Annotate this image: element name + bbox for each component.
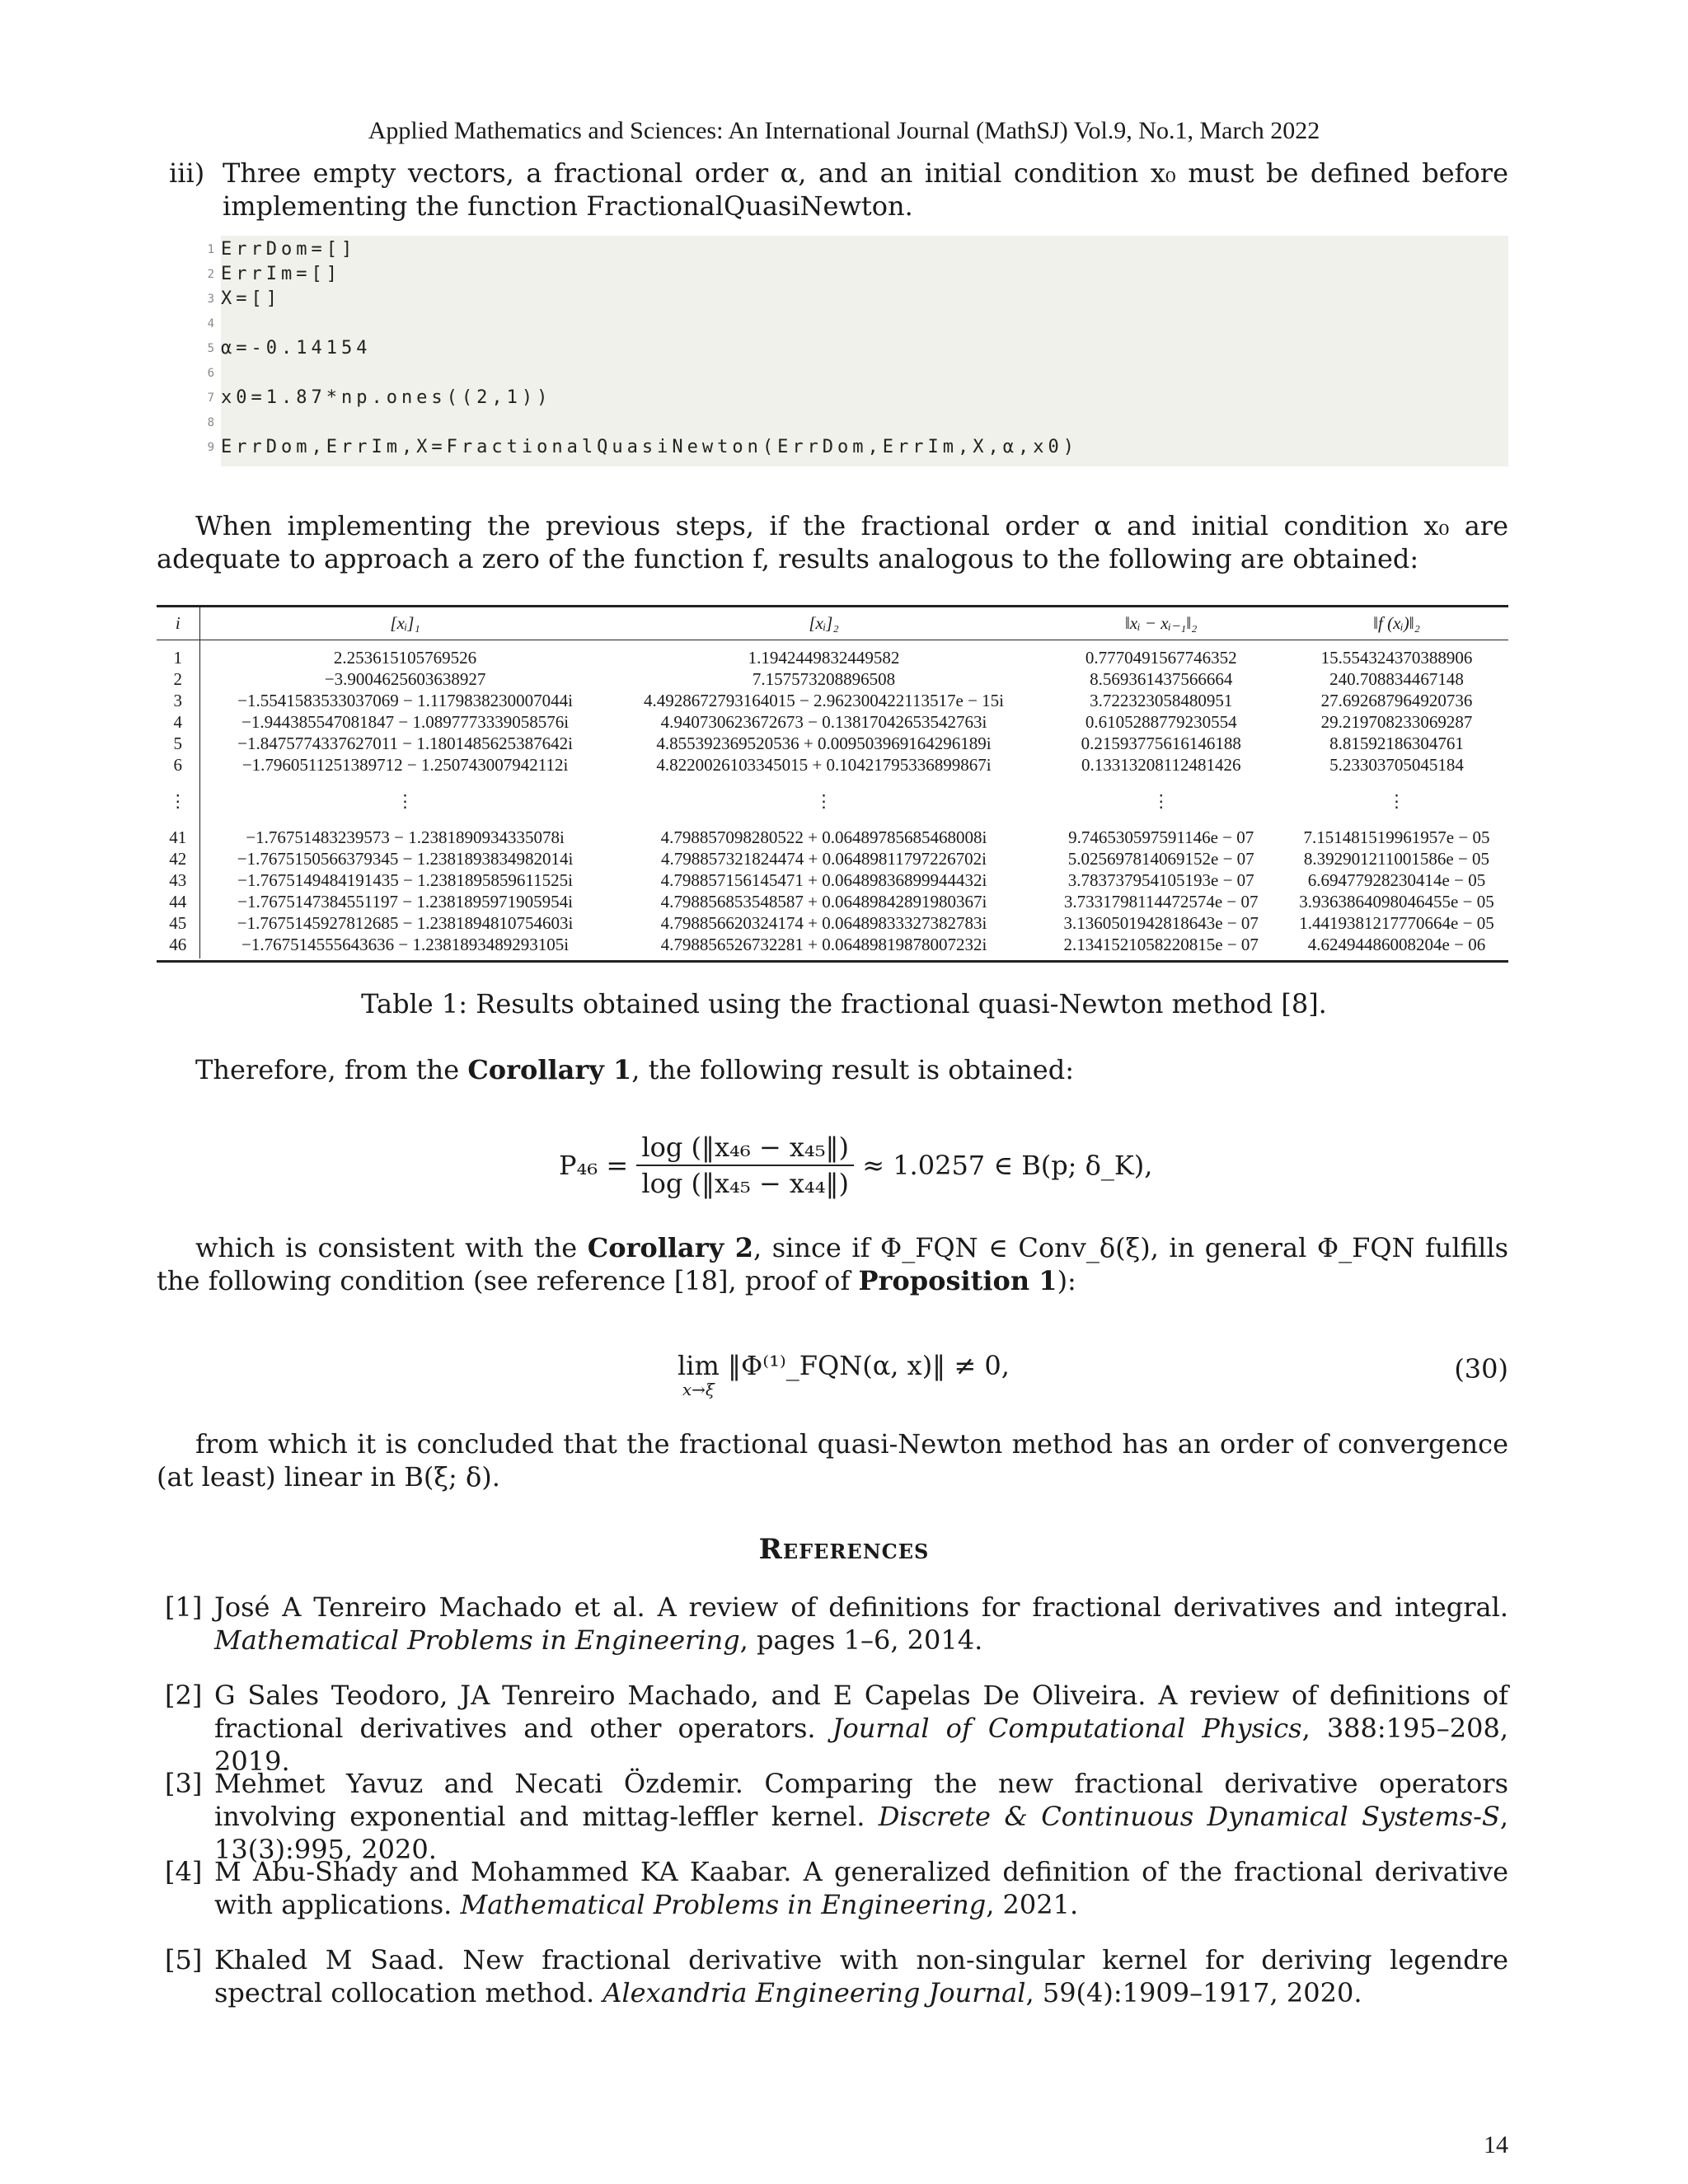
table-row	[157, 754, 1508, 776]
code-text: ErrDom=[]	[221, 239, 357, 260]
reference-item	[165, 1591, 1508, 1657]
table-header-row	[157, 607, 1508, 640]
table-row	[157, 827, 1508, 848]
code-text: x0=1.87*np.ones((2,1))	[221, 387, 552, 408]
bold-run: Corollary 1	[467, 1054, 632, 1085]
reference-text: José A Tenreiro Machado et al. A review of definitions for fractional derivatives and integral.	[214, 1591, 1508, 1623]
table-cell: 4.8220026103345015 + 0.10421795336899867i	[656, 755, 992, 775]
eq-fraction	[636, 1132, 854, 1199]
col-header-x2: [xᵢ]₂	[611, 607, 1038, 640]
table-cell-index: 46	[157, 934, 199, 958]
table-cell: 0.6105288779230554	[1085, 712, 1237, 732]
table-cell-index: 41	[157, 827, 199, 848]
reference-text: Mehmet Yavuz and Necati Özdemir. Comparing the new fractional derivative operators involving exponential and mittag-leffler kernel.	[214, 1768, 1508, 1832]
text-run: ):	[1057, 1265, 1076, 1296]
eq-lim: lim	[678, 1350, 720, 1381]
code-line	[207, 287, 1508, 312]
table-cell-index: 3	[157, 690, 199, 711]
table-cell: 3.7331798114472574e − 07	[1063, 892, 1259, 912]
table-cell: −1.944385547081847 − 1.0897773339058576i	[241, 712, 570, 732]
line-number: 4	[207, 317, 214, 330]
table-cell: −3.9004625603638927	[324, 669, 486, 689]
table-cell: 29.219708233069287	[1320, 712, 1473, 732]
code-line	[207, 336, 1508, 361]
table-cell: −1.767514555643636 − 1.2381893489293105i	[241, 935, 570, 954]
table-cell: 0.7770491567746352	[1085, 648, 1237, 668]
col-header-f-norm: ‖f (xᵢ)‖₂	[1285, 607, 1508, 640]
paragraph-corollary-1	[157, 1053, 1508, 1086]
list-item-text: Three empty vectors, a fractional order α, and an initial condition x₀ must be defined before implementing the function FractionalQuasiNewton.	[223, 157, 1508, 222]
eq-body: ‖Φ⁽¹⁾_FQN(α, x)‖ ≠ 0,	[727, 1350, 1010, 1381]
table-cell: 27.692687964920736	[1320, 691, 1473, 710]
table-cell: 3.783737954105193e − 07	[1067, 870, 1254, 890]
table-cell: ⋮	[1152, 791, 1170, 811]
reference-journal: Mathematical Problems in Engineering	[460, 1889, 987, 1920]
table-cell: 3.722323058480951	[1090, 691, 1233, 710]
reference-body	[214, 1767, 1508, 1866]
reference-tail: , 13(3):995, 2020.	[214, 1801, 1508, 1865]
table-cell: −1.7675145927812685 − 1.2381894810754603i	[237, 913, 574, 933]
code-text: ErrIm=[]	[221, 264, 341, 284]
reference-text: Khaled M Saad. New fractional derivative with non-singular kernel for deriving legendre spectral collocation method.	[214, 1944, 1508, 2008]
paragraph-corollary-2	[157, 1231, 1508, 1297]
table-bottom-rule	[157, 960, 1508, 963]
code-line	[207, 435, 1508, 460]
table-cell-index: 44	[157, 891, 199, 912]
table-row	[157, 640, 1508, 669]
table-cell-index: 6	[157, 754, 199, 776]
table-cell: 8.569361437566664	[1090, 669, 1233, 689]
table-cell: ⋮	[396, 791, 415, 811]
table-cell: 9.746530597591146e − 07	[1068, 827, 1254, 847]
text-run: , since if Φ_FQN ∈ Conv_δ(ξ), in general Φ_FQN fulfills the following condition (see reference [18], proof of	[157, 1232, 1508, 1296]
table-cell: 4.62494486008204e − 06	[1307, 935, 1486, 954]
line-number: 3	[207, 293, 214, 306]
equation-number: (30)	[1454, 1353, 1508, 1385]
table-cell: −1.7960511251389712 − 1.250743007942112i	[241, 755, 569, 775]
eq-lhs: P₄₆ =	[559, 1150, 629, 1181]
equation-30	[678, 1350, 1010, 1398]
table-cell: 6.69477928230414e − 05	[1307, 870, 1486, 890]
reference-journal: Mathematical Problems in Engineering	[214, 1624, 740, 1656]
eq-limit	[678, 1350, 720, 1398]
code-line	[207, 361, 1508, 386]
list-item-iii	[169, 157, 1508, 223]
bold-run: Proposition 1	[858, 1265, 1057, 1296]
running-header: Applied Mathematics and Sciences: An International Journal (MathSJ) Vol.9, No.1, March 2022	[368, 117, 1320, 144]
eq-lim-sub: x→ξ	[682, 1380, 715, 1399]
table-cell: 4.798857156145471 + 0.06489836899944432i	[660, 870, 987, 890]
table-row	[157, 891, 1508, 912]
reference-body	[214, 1855, 1508, 1921]
table-cell: −1.5541583533037069 − 1.1179838230007044i	[237, 691, 573, 710]
reference-number: [5]	[165, 1944, 203, 1975]
table-cell: −1.8475774337627011 − 1.1801485625387642i	[237, 733, 573, 753]
reference-item	[165, 1679, 1508, 1778]
table-cell: 3.1360501942818643e − 07	[1063, 913, 1259, 933]
table-cell: 4.940730623672673 − 0.13817042653542763i	[660, 712, 987, 732]
table-row	[157, 869, 1508, 891]
table-row	[157, 690, 1508, 711]
table-cell: 0.13313208112481426	[1081, 755, 1241, 775]
eq-denominator: log (‖x₄₅ − x₄₄‖)	[641, 1168, 850, 1199]
reference-tail: , 59(4):1909–1917, 2020.	[1025, 1977, 1362, 2008]
table-cell: 240.708834467148	[1329, 669, 1464, 689]
table-cell: 7.157573208896508	[752, 669, 896, 689]
line-number: 1	[207, 243, 214, 256]
table-cell-index: 2	[157, 668, 199, 690]
reference-item	[165, 1855, 1508, 1921]
text-run: Therefore, from the	[195, 1054, 468, 1085]
table-cell: 3.9363864098046455e − 05	[1299, 892, 1494, 912]
reference-number: [1]	[165, 1591, 203, 1623]
table-cell: 0.21593775616146188	[1081, 733, 1241, 753]
table-cell: 4.855392369520536 + 0.009503969164296189i	[656, 733, 992, 753]
table-cell: 1.4419381217770664e − 05	[1299, 913, 1494, 933]
reference-number: [4]	[165, 1856, 203, 1887]
code-line	[207, 410, 1508, 435]
table-cell-index: 45	[157, 912, 199, 934]
page-number: 14	[1484, 2131, 1508, 2158]
table-cell-index: 43	[157, 869, 199, 891]
table-cell: 4.798856620324174 + 0.06489833327382783i	[660, 913, 987, 933]
paragraph-results-intro: When implementing the previous steps, if the fractional order α and initial condition x₀ are adequate to approach a zero of the function f, results analogous to the following are obtained:	[157, 510, 1508, 574]
reference-tail: , 388:195–208, 2019.	[214, 1713, 1508, 1777]
table-row	[157, 733, 1508, 754]
reference-text: G Sales Teodoro, JA Tenreiro Machado, and E Capelas De Oliveira. A review of definitions of fractional derivatives and other operators.	[214, 1680, 1508, 1744]
code-line	[207, 262, 1508, 287]
table-row	[157, 848, 1508, 869]
col-header-x1: [xᵢ]₁	[199, 607, 610, 640]
code-line	[207, 237, 1508, 262]
table-cell: 2.1341521058220815e − 07	[1063, 935, 1259, 954]
reference-journal: Discrete & Continuous Dynamical Systems-S	[878, 1801, 1500, 1832]
line-number: 5	[207, 342, 214, 355]
table-cell: 4.4928672793164015 − 2.962300422113517e − 15i	[643, 691, 1004, 710]
code-block	[207, 236, 1508, 466]
text-run: , the following result is obtained:	[631, 1054, 1074, 1085]
reference-body	[214, 1943, 1508, 2009]
reference-journal: Journal of Computational Physics	[832, 1713, 1302, 1744]
table-cell: 7.151481519961957e − 05	[1303, 827, 1490, 847]
table-cell: ⋮	[814, 791, 832, 811]
table-row	[157, 912, 1508, 934]
table-cell: −1.76751483239573 − 1.2381890934335078i	[246, 827, 565, 847]
table-cell-index: 5	[157, 733, 199, 754]
table-cell: 4.798857098280522 + 0.06489785685468008i	[660, 827, 987, 847]
code-line	[207, 386, 1508, 410]
equation-p46	[559, 1132, 1152, 1199]
col-header-i: i	[157, 607, 199, 640]
col-header-step-norm: ‖xᵢ − xᵢ₋₁‖₂	[1037, 607, 1285, 640]
table-cell: 4.798856853548587 + 0.06489842891980367i	[660, 892, 987, 912]
table-cell: 5.025697814069152e − 07	[1067, 849, 1254, 869]
table-row	[157, 934, 1508, 958]
table-cell: 4.798856526732281 + 0.06489819878007232i	[660, 935, 987, 954]
bold-run: Corollary 2	[587, 1232, 753, 1263]
paragraph-conclusion: from which it is concluded that the fractional quasi-Newton method has an order of convergence (at least) linear in B(ξ; δ).	[157, 1428, 1508, 1493]
reference-tail: , 2021.	[986, 1889, 1079, 1920]
table-cell-index: 42	[157, 848, 199, 869]
table-ellipsis-row	[157, 776, 1508, 827]
table-cell: 5.23303705045184	[1329, 755, 1464, 775]
results-table	[157, 607, 1508, 958]
references-heading: References	[758, 1533, 930, 1566]
reference-body	[214, 1591, 1508, 1657]
reference-number: [3]	[165, 1768, 203, 1799]
line-number: 9	[207, 441, 214, 454]
reference-item	[165, 1943, 1508, 2009]
table-cell: ⋮	[1388, 791, 1405, 811]
table-cell: 1.1942449832449582	[748, 648, 900, 668]
eq-rhs: ≈ 1.0257 ∈ B(p; δ_K),	[862, 1150, 1153, 1181]
table-cell: 8.81592186304761	[1329, 733, 1464, 753]
table-cell: 4.798857321824474 + 0.06489811797226702i	[661, 849, 987, 869]
line-number: 2	[207, 268, 214, 281]
reference-journal: Alexandria Engineering Journal	[603, 1977, 1026, 2008]
table-cell: −1.7675150566379345 − 1.2381893834982014i	[237, 849, 574, 869]
table-row	[157, 711, 1508, 733]
table-cell: 8.392901211001586e − 05	[1303, 849, 1490, 869]
reference-number: [2]	[165, 1680, 203, 1711]
code-text: X=[]	[221, 288, 281, 309]
code-text: ErrDom,ErrIm,X=FractionalQuasiNewton(ErrDom,ErrIm,X,α,x0)	[221, 437, 1078, 457]
table-cell-index: ⋮	[157, 776, 199, 827]
reference-body	[214, 1679, 1508, 1778]
reference-tail: , pages 1–6, 2014.	[739, 1624, 983, 1656]
table-cell: −1.7675149484191435 − 1.2381895859611525i	[237, 870, 573, 890]
code-line	[207, 312, 1508, 336]
table-caption: Table 1: Results obtained using the fractional quasi-Newton method [8].	[361, 988, 1327, 1019]
eq-numerator: log (‖x₄₆ − x₄₅‖)	[636, 1132, 854, 1166]
table-cell: 15.554324370388906	[1320, 648, 1473, 668]
text-run: which is consistent with the	[195, 1232, 588, 1263]
reference-text: M Abu-Shady and Mohammed KA Kaabar. A generalized definition of the fractional derivative with applications.	[214, 1856, 1508, 1920]
list-marker: iii)	[169, 157, 205, 189]
table-cell: 2.253615105769526	[333, 648, 477, 668]
table-cell-index: 4	[157, 711, 199, 733]
line-number: 7	[207, 391, 214, 405]
reference-item	[165, 1767, 1508, 1866]
table-cell: −1.7675147384551197 − 1.2381895971905954i	[237, 892, 573, 912]
line-number: 8	[207, 416, 214, 429]
table-row	[157, 668, 1508, 690]
line-number: 6	[207, 367, 214, 380]
table-cell-index: 1	[157, 640, 199, 669]
code-text: α=-0.14154	[221, 338, 372, 359]
